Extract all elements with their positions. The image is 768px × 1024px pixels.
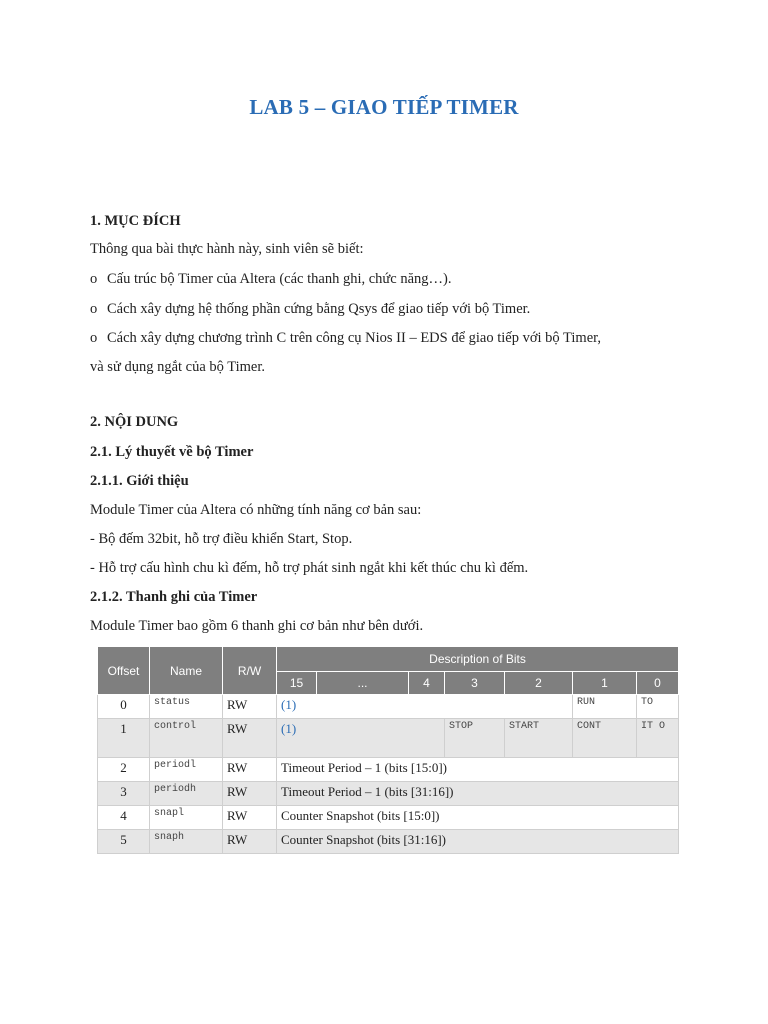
bit-header-2: 2 <box>505 672 573 695</box>
section1-continuation: và sử dụng ngắt của bộ Timer. <box>90 359 266 375</box>
row-name: periodl <box>150 758 223 782</box>
section2-1-1-heading: 2.1.1. Giới thiệu <box>90 473 189 489</box>
row-name: periodh <box>150 782 223 806</box>
row-description: Counter Snapshot (bits [15:0]) <box>277 806 679 830</box>
section1-intro: Thông qua bài thực hành này, sinh viên sẽ biết: <box>90 241 364 257</box>
section1-bullet-2 <box>90 301 530 318</box>
section1-heading: 1. MỤC ĐÍCH <box>90 213 181 229</box>
row-offset: 2 <box>98 758 150 782</box>
table-row <box>98 758 679 782</box>
row-description: Counter Snapshot (bits [31:16]) <box>277 830 679 854</box>
row-bit-0: TO <box>637 695 679 719</box>
row-bit-0: IT O <box>637 719 679 758</box>
section1-bullet-3 <box>90 330 601 347</box>
row-rw: RW <box>223 806 277 830</box>
row-bit-1: RUN <box>573 695 637 719</box>
bullet-text: Cấu trúc bộ Timer của Altera (các thanh ghi, chức năng…). <box>107 271 452 287</box>
row-name: control <box>150 719 223 758</box>
row-name: snaph <box>150 830 223 854</box>
feature-item-2: - Hỗ trợ cấu hình chu kì đếm, hỗ trợ phát sinh ngắt khi kết thúc chu kì đếm. <box>90 560 529 576</box>
row-name: snapl <box>150 806 223 830</box>
table-row <box>98 830 679 854</box>
table-row <box>98 695 679 719</box>
row-bit-3: STOP <box>445 719 505 758</box>
bullet-text: Cách xây dựng chương trình C trên công cụ Nios II – EDS để giao tiếp với bộ Timer, <box>107 330 602 346</box>
register-table <box>97 646 679 854</box>
row-rw: RW <box>223 830 277 854</box>
row-bit-1: CONT <box>573 719 637 758</box>
row-offset: 5 <box>98 830 150 854</box>
row-note: (1) <box>277 719 445 758</box>
table-row <box>98 782 679 806</box>
section2-heading: 2. NỘI DUNG <box>90 414 179 430</box>
bit-header-0: 0 <box>637 672 679 695</box>
section2-1-heading: 2.1. Lý thuyết về bộ Timer <box>90 444 254 460</box>
header-name: Name <box>150 647 223 695</box>
row-description: Timeout Period – 1 (bits [31:16]) <box>277 782 679 806</box>
row-offset: 0 <box>98 695 150 719</box>
row-offset: 3 <box>98 782 150 806</box>
feature-item-1: - Bộ đếm 32bit, hỗ trợ điều khiển Start, Stop. <box>90 531 353 547</box>
bullet-marker: o <box>90 330 98 346</box>
bit-header-3: 3 <box>445 672 505 695</box>
bit-header-1: 1 <box>573 672 637 695</box>
header-description: Description of Bits <box>277 647 679 672</box>
row-name: status <box>150 695 223 719</box>
header-rw: R/W <box>223 647 277 695</box>
bullet-marker: o <box>90 271 98 287</box>
row-note: (1) <box>277 695 573 719</box>
row-bit-2: START <box>505 719 573 758</box>
bullet-text: Cách xây dựng hệ thống phần cứng bằng Qsys để giao tiếp với bộ Timer. <box>107 301 531 317</box>
bit-header-ellipsis: ... <box>317 672 409 695</box>
table-row <box>98 719 679 758</box>
bit-header-15: 15 <box>277 672 317 695</box>
row-offset: 4 <box>98 806 150 830</box>
bit-header-4: 4 <box>409 672 445 695</box>
row-rw: RW <box>223 758 277 782</box>
section2-1-2-heading: 2.1.2. Thanh ghi của Timer <box>90 589 258 605</box>
bullet-marker: o <box>90 301 98 317</box>
row-rw: RW <box>223 782 277 806</box>
table-row <box>98 806 679 830</box>
section2-intro: Module Timer của Altera có những tính năng cơ bản sau: <box>90 502 422 518</box>
header-offset: Offset <box>98 647 150 695</box>
row-description: Timeout Period – 1 (bits [15:0]) <box>277 758 679 782</box>
section1-bullet-1 <box>90 271 451 288</box>
row-rw: RW <box>223 719 277 758</box>
page-title: LAB 5 – GIAO TIẾP TIMER <box>249 95 519 119</box>
table-intro: Module Timer bao gồm 6 thanh ghi cơ bản như bên dưới. <box>90 618 424 634</box>
row-rw: RW <box>223 695 277 719</box>
row-offset: 1 <box>98 719 150 758</box>
